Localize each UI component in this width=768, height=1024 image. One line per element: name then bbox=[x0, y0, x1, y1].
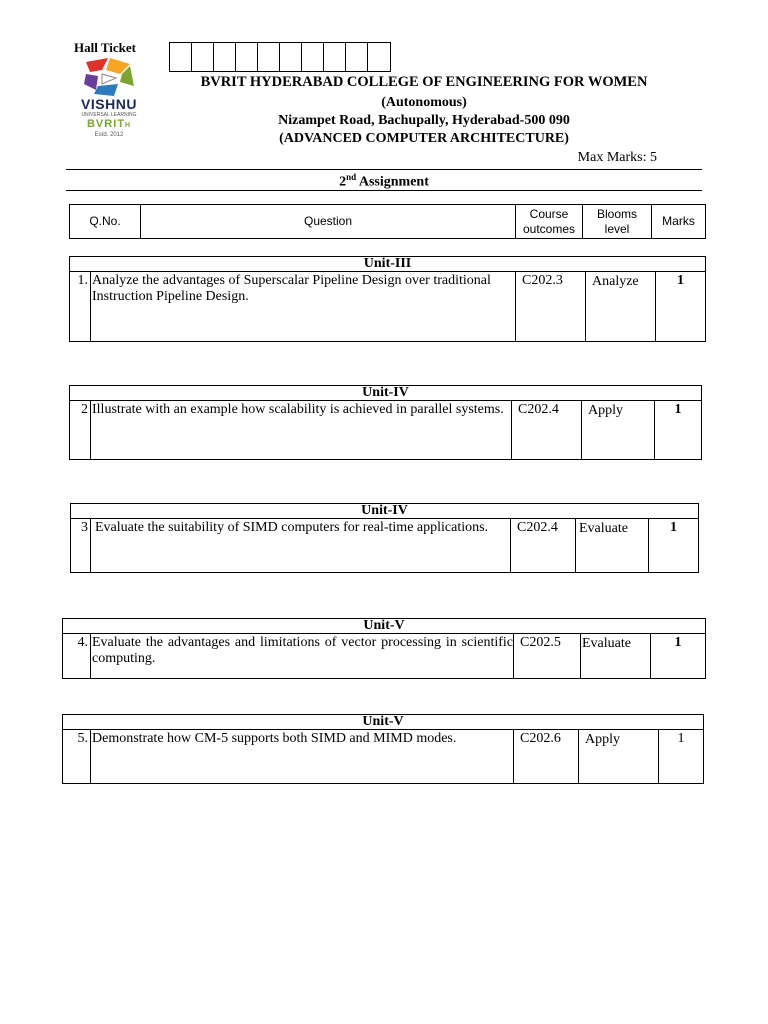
column-header-table bbox=[69, 204, 706, 239]
logo-subtitle: UNIVERSAL LEARNING bbox=[81, 112, 137, 118]
divider-top bbox=[66, 169, 702, 170]
question-block-5 bbox=[62, 714, 704, 784]
question-block-4 bbox=[62, 618, 706, 679]
question-number: 2 bbox=[70, 401, 91, 460]
autonomous-label: (Autonomous) bbox=[381, 95, 467, 110]
unit-heading: Unit-III bbox=[70, 257, 706, 272]
question-block-3 bbox=[70, 503, 699, 573]
hall-ticket-cell[interactable] bbox=[192, 43, 214, 71]
question-number: 1. bbox=[70, 272, 91, 342]
college-name: BVRIT HYDERABAD COLLEGE OF ENGINEERING FOR WOMEN bbox=[200, 74, 648, 90]
max-marks: Max Marks: 5 bbox=[577, 150, 657, 165]
course-outcome: C202.4 bbox=[511, 519, 576, 573]
assignment-ordinal-suffix: nd bbox=[346, 172, 357, 182]
assignment-label: Assignment bbox=[356, 174, 429, 190]
logo-brand-suffix: H bbox=[124, 122, 132, 129]
question-block-2 bbox=[69, 385, 702, 460]
question-marks: 1 bbox=[649, 519, 699, 573]
question-marks: 1 bbox=[651, 634, 706, 679]
blooms-level: Evaluate bbox=[576, 519, 649, 573]
unit-heading: Unit-V bbox=[63, 715, 704, 730]
hall-ticket-cell[interactable] bbox=[280, 43, 302, 71]
blooms-level: Evaluate bbox=[581, 634, 651, 679]
hall-ticket-cell[interactable] bbox=[324, 43, 346, 71]
question-block-1 bbox=[69, 256, 706, 342]
hall-ticket-cell[interactable] bbox=[258, 43, 280, 71]
assignment-title bbox=[66, 172, 702, 191]
blooms-level: Apply bbox=[582, 401, 655, 460]
hall-ticket-cell[interactable] bbox=[236, 43, 258, 71]
course-outcome: C202.6 bbox=[514, 730, 579, 784]
question-number: 4. bbox=[63, 634, 91, 679]
course-outcome: C202.3 bbox=[516, 272, 586, 342]
question-number: 5. bbox=[63, 730, 91, 784]
course-outcome: C202.4 bbox=[512, 401, 582, 460]
vishnu-emblem-icon bbox=[68, 56, 150, 98]
question-text: Illustrate with an example how scalability is achieved in parallel systems. bbox=[91, 401, 512, 460]
blooms-level: Analyze bbox=[586, 272, 656, 342]
col-question: Question bbox=[141, 205, 516, 239]
question-text: Evaluate the advantages and limitations of vector processing in scientific computing. bbox=[91, 634, 514, 679]
col-blooms-level: Blooms level bbox=[583, 205, 652, 239]
col-marks: Marks bbox=[652, 205, 706, 239]
question-marks: 1 bbox=[659, 730, 704, 784]
logo-wordmark: VISHNU bbox=[81, 96, 137, 112]
divider-bottom bbox=[66, 190, 702, 191]
hall-ticket-boxes[interactable] bbox=[169, 42, 391, 72]
logo-established: Estd. 2012 bbox=[94, 132, 124, 138]
hall-ticket-cell[interactable] bbox=[346, 43, 368, 71]
hall-ticket-cell[interactable] bbox=[368, 43, 390, 71]
course-outcome: C202.5 bbox=[514, 634, 581, 679]
blooms-level: Apply bbox=[579, 730, 659, 784]
question-text: Demonstrate how CM-5 supports both SIMD and MIMD modes. bbox=[91, 730, 514, 784]
col-course-outcomes: Course outcomes bbox=[516, 205, 583, 239]
col-qno: Q.No. bbox=[70, 205, 141, 239]
unit-heading: Unit-IV bbox=[71, 504, 699, 519]
subject-title: (ADVANCED COMPUTER ARCHITECTURE) bbox=[279, 131, 569, 146]
question-marks: 1 bbox=[656, 272, 706, 342]
college-logo bbox=[68, 56, 150, 138]
assignment-ordinal: 2 bbox=[339, 174, 347, 190]
logo-brand-name: BVRIT bbox=[86, 118, 125, 130]
hall-ticket-label: Hall Ticket bbox=[74, 40, 136, 55]
question-number: 3 bbox=[71, 519, 91, 573]
question-text: Evaluate the suitability of SIMD computers for real-time applications. bbox=[91, 519, 511, 573]
question-marks: 1 bbox=[655, 401, 702, 460]
college-address: Nizampet Road, Bachupally, Hyderabad-500 090 bbox=[278, 113, 570, 128]
hall-ticket-cell[interactable] bbox=[302, 43, 324, 71]
hall-ticket-cell[interactable] bbox=[214, 43, 236, 71]
hall-ticket-cell[interactable] bbox=[170, 43, 192, 71]
unit-heading: Unit-IV bbox=[70, 386, 702, 401]
logo-brand bbox=[68, 118, 150, 130]
question-text: Analyze the advantages of Superscalar Pipeline Design over traditional Instruction Pipeline Design. bbox=[91, 272, 516, 342]
unit-heading: Unit-V bbox=[63, 619, 706, 634]
